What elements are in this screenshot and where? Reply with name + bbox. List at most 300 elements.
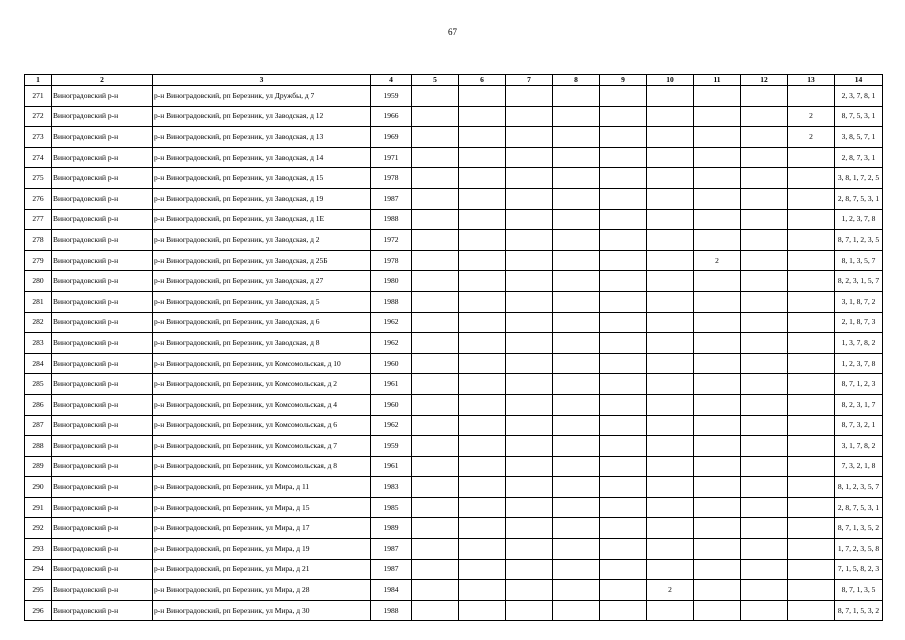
row-number-cell: 276: [25, 188, 52, 209]
year-cell: 1971: [371, 147, 412, 168]
col9-cell: [600, 86, 647, 107]
col8-cell: [553, 477, 600, 498]
col6-cell: [459, 436, 506, 457]
row-number-cell: 288: [25, 436, 52, 457]
col5-cell: [412, 436, 459, 457]
col7-cell: [506, 168, 553, 189]
district-cell: Виноградовский р-н: [52, 559, 153, 580]
row-number-cell: 275: [25, 168, 52, 189]
year-cell: 1978: [371, 250, 412, 271]
col13-cell: [788, 291, 835, 312]
col5-cell: [412, 456, 459, 477]
address-cell: р-н Виноградовский, рп Березник, ул Мира, д 15: [153, 497, 371, 518]
col6-cell: [459, 106, 506, 127]
district-cell: Виноградовский р-н: [52, 600, 153, 621]
col14-cell: 3, 1, 8, 7, 2: [835, 291, 883, 312]
col6-cell: [459, 539, 506, 560]
col7-cell: [506, 518, 553, 539]
col10-cell: [647, 436, 694, 457]
column-header-10: 10: [647, 75, 694, 86]
col12-cell: [741, 127, 788, 148]
col11-cell: [694, 333, 741, 354]
col11-cell: [694, 230, 741, 251]
col5-cell: [412, 374, 459, 395]
col8-cell: [553, 456, 600, 477]
col10-cell: [647, 539, 694, 560]
col5-cell: [412, 394, 459, 415]
col9-cell: [600, 600, 647, 621]
address-cell: р-н Виноградовский, рп Березник, ул Заводская, д 25Б: [153, 250, 371, 271]
col7-cell: [506, 353, 553, 374]
district-cell: Виноградовский р-н: [52, 271, 153, 292]
address-cell: р-н Виноградовский, рп Березник, ул Заводская, д 6: [153, 312, 371, 333]
year-cell: 1960: [371, 394, 412, 415]
row-number-cell: 285: [25, 374, 52, 395]
row-number-cell: 280: [25, 271, 52, 292]
col12-cell: [741, 250, 788, 271]
col5-cell: [412, 291, 459, 312]
row-number-cell: 273: [25, 127, 52, 148]
col10-cell: [647, 415, 694, 436]
col10-cell: [647, 497, 694, 518]
table-row: [25, 147, 883, 168]
district-cell: Виноградовский р-н: [52, 291, 153, 312]
col8-cell: [553, 271, 600, 292]
row-number-cell: 290: [25, 477, 52, 498]
col14-cell: 1, 2, 3, 7, 8: [835, 209, 883, 230]
year-cell: 1969: [371, 127, 412, 148]
col6-cell: [459, 415, 506, 436]
district-cell: Виноградовский р-н: [52, 518, 153, 539]
table-row: [25, 394, 883, 415]
col5-cell: [412, 86, 459, 107]
table-row: [25, 436, 883, 457]
column-header-14: 14: [835, 75, 883, 86]
col8-cell: [553, 209, 600, 230]
column-header-11: 11: [694, 75, 741, 86]
col11-cell: [694, 86, 741, 107]
col14-cell: 2, 8, 7, 5, 3, 1: [835, 188, 883, 209]
col9-cell: [600, 127, 647, 148]
address-cell: р-н Виноградовский, рп Березник, ул Заводская, д 27: [153, 271, 371, 292]
col9-cell: [600, 436, 647, 457]
col5-cell: [412, 477, 459, 498]
row-number-cell: 279: [25, 250, 52, 271]
address-cell: р-н Виноградовский, рп Березник, ул Заводская, д 8: [153, 333, 371, 354]
col7-cell: [506, 106, 553, 127]
address-cell: р-н Виноградовский, рп Березник, ул Заводская, д 2: [153, 230, 371, 251]
row-number-cell: 278: [25, 230, 52, 251]
col14-cell: 1, 7, 2, 3, 5, 8: [835, 539, 883, 560]
col6-cell: [459, 600, 506, 621]
col9-cell: [600, 230, 647, 251]
table-row: [25, 86, 883, 107]
col6-cell: [459, 518, 506, 539]
col5-cell: [412, 147, 459, 168]
col8-cell: [553, 147, 600, 168]
address-cell: р-н Виноградовский, рп Березник, ул Заводская, д 12: [153, 106, 371, 127]
year-cell: 1959: [371, 86, 412, 107]
year-cell: 1989: [371, 518, 412, 539]
col10-cell: [647, 188, 694, 209]
col10-cell: [647, 559, 694, 580]
row-number-cell: 283: [25, 333, 52, 354]
col11-cell: [694, 353, 741, 374]
col8-cell: [553, 374, 600, 395]
col6-cell: [459, 374, 506, 395]
col7-cell: [506, 436, 553, 457]
col6-cell: [459, 168, 506, 189]
col14-cell: 8, 7, 1, 5, 3, 2: [835, 600, 883, 621]
col14-cell: 3, 8, 1, 7, 2, 5: [835, 168, 883, 189]
col9-cell: [600, 518, 647, 539]
row-number-cell: 291: [25, 497, 52, 518]
address-cell: р-н Виноградовский, рп Березник, ул Заводская, д 13: [153, 127, 371, 148]
col14-cell: 1, 2, 3, 7, 8: [835, 353, 883, 374]
col13-cell: [788, 477, 835, 498]
address-cell: р-н Виноградовский, рп Березник, ул Заводская, д 1Е: [153, 209, 371, 230]
col7-cell: [506, 374, 553, 395]
row-number-cell: 281: [25, 291, 52, 312]
district-cell: Виноградовский р-н: [52, 497, 153, 518]
col13-cell: [788, 168, 835, 189]
col13-cell: [788, 580, 835, 601]
col12-cell: [741, 168, 788, 189]
col11-cell: [694, 147, 741, 168]
col14-cell: 2, 3, 7, 8, 1: [835, 86, 883, 107]
col8-cell: [553, 394, 600, 415]
col7-cell: [506, 250, 553, 271]
col14-cell: 8, 2, 3, 1, 7: [835, 394, 883, 415]
col13-cell: [788, 559, 835, 580]
col11-cell: [694, 456, 741, 477]
col14-cell: 2, 1, 8, 7, 3: [835, 312, 883, 333]
col10-cell: [647, 291, 694, 312]
district-cell: Виноградовский р-н: [52, 456, 153, 477]
col12-cell: [741, 456, 788, 477]
col5-cell: [412, 539, 459, 560]
col6-cell: [459, 353, 506, 374]
col12-cell: [741, 600, 788, 621]
col14-cell: 7, 1, 5, 8, 2, 3: [835, 559, 883, 580]
col9-cell: [600, 394, 647, 415]
col5-cell: [412, 209, 459, 230]
col5-cell: [412, 127, 459, 148]
col13-cell: [788, 86, 835, 107]
col9-cell: [600, 415, 647, 436]
col7-cell: [506, 559, 553, 580]
col9-cell: [600, 477, 647, 498]
col14-cell: 3, 1, 7, 8, 2: [835, 436, 883, 457]
col8-cell: [553, 559, 600, 580]
col14-cell: 8, 7, 1, 2, 3: [835, 374, 883, 395]
col13-cell: [788, 456, 835, 477]
address-cell: р-н Виноградовский, рп Березник, ул Комсомольская, д 4: [153, 394, 371, 415]
column-header-1: 1: [25, 75, 52, 86]
col11-cell: [694, 539, 741, 560]
col13-cell: [788, 415, 835, 436]
col12-cell: [741, 147, 788, 168]
col9-cell: [600, 106, 647, 127]
table-row: [25, 271, 883, 292]
column-header-5: 5: [412, 75, 459, 86]
row-number-cell: 282: [25, 312, 52, 333]
address-cell: р-н Виноградовский, рп Березник, ул Заводская, д 14: [153, 147, 371, 168]
district-cell: Виноградовский р-н: [52, 188, 153, 209]
col6-cell: [459, 394, 506, 415]
year-cell: 1961: [371, 374, 412, 395]
col8-cell: [553, 497, 600, 518]
column-header-2: 2: [52, 75, 153, 86]
row-number-cell: 293: [25, 539, 52, 560]
col9-cell: [600, 271, 647, 292]
year-cell: 1962: [371, 312, 412, 333]
col8-cell: [553, 106, 600, 127]
col12-cell: [741, 539, 788, 560]
address-cell: р-н Виноградовский, рп Березник, ул Мира, д 11: [153, 477, 371, 498]
row-number-cell: 287: [25, 415, 52, 436]
table-row: [25, 312, 883, 333]
address-cell: р-н Виноградовский, рп Березник, ул Заводская, д 15: [153, 168, 371, 189]
row-number-cell: 286: [25, 394, 52, 415]
col10-cell: [647, 456, 694, 477]
district-cell: Виноградовский р-н: [52, 127, 153, 148]
row-number-cell: 292: [25, 518, 52, 539]
table-row: [25, 353, 883, 374]
table-row: [25, 600, 883, 621]
year-cell: 1972: [371, 230, 412, 251]
col7-cell: [506, 127, 553, 148]
col12-cell: [741, 209, 788, 230]
col8-cell: [553, 436, 600, 457]
table-row: [25, 230, 883, 251]
col9-cell: [600, 312, 647, 333]
col6-cell: [459, 250, 506, 271]
column-header-8: 8: [553, 75, 600, 86]
col8-cell: [553, 291, 600, 312]
col13-cell: 2: [788, 106, 835, 127]
address-cell: р-н Виноградовский, рп Березник, ул Мира, д 17: [153, 518, 371, 539]
col10-cell: [647, 600, 694, 621]
row-number-cell: 272: [25, 106, 52, 127]
col9-cell: [600, 456, 647, 477]
col13-cell: [788, 539, 835, 560]
col8-cell: [553, 127, 600, 148]
col14-cell: 8, 7, 1, 3, 5, 2: [835, 518, 883, 539]
table-row: [25, 415, 883, 436]
col12-cell: [741, 333, 788, 354]
col7-cell: [506, 188, 553, 209]
district-cell: Виноградовский р-н: [52, 230, 153, 251]
column-header-6: 6: [459, 75, 506, 86]
col11-cell: [694, 559, 741, 580]
col13-cell: [788, 230, 835, 251]
col11-cell: [694, 312, 741, 333]
col13-cell: [788, 188, 835, 209]
col8-cell: [553, 415, 600, 436]
col14-cell: 8, 7, 1, 2, 3, 5: [835, 230, 883, 251]
column-header-13: 13: [788, 75, 835, 86]
col13-cell: [788, 394, 835, 415]
col6-cell: [459, 456, 506, 477]
col13-cell: [788, 436, 835, 457]
year-cell: 1987: [371, 539, 412, 560]
col8-cell: [553, 333, 600, 354]
col10-cell: [647, 518, 694, 539]
col11-cell: [694, 168, 741, 189]
col10-cell: [647, 168, 694, 189]
col8-cell: [553, 230, 600, 251]
col8-cell: [553, 353, 600, 374]
col13-cell: [788, 518, 835, 539]
col12-cell: [741, 353, 788, 374]
col5-cell: [412, 312, 459, 333]
row-number-cell: 271: [25, 86, 52, 107]
address-cell: р-н Виноградовский, рп Березник, ул Мира, д 19: [153, 539, 371, 560]
year-cell: 1962: [371, 415, 412, 436]
col5-cell: [412, 333, 459, 354]
col11-cell: [694, 374, 741, 395]
col12-cell: [741, 394, 788, 415]
col11-cell: [694, 291, 741, 312]
col9-cell: [600, 209, 647, 230]
col11-cell: 2: [694, 250, 741, 271]
page-number: 67: [448, 27, 457, 37]
district-cell: Виноградовский р-н: [52, 436, 153, 457]
col11-cell: [694, 127, 741, 148]
col9-cell: [600, 188, 647, 209]
col12-cell: [741, 271, 788, 292]
col11-cell: [694, 394, 741, 415]
column-header-9: 9: [600, 75, 647, 86]
col14-cell: 2, 8, 7, 3, 1: [835, 147, 883, 168]
col7-cell: [506, 580, 553, 601]
col7-cell: [506, 209, 553, 230]
district-cell: Виноградовский р-н: [52, 415, 153, 436]
col12-cell: [741, 374, 788, 395]
col10-cell: [647, 230, 694, 251]
table-row: [25, 456, 883, 477]
row-number-cell: 296: [25, 600, 52, 621]
column-header-3: 3: [153, 75, 371, 86]
col9-cell: [600, 291, 647, 312]
col12-cell: [741, 436, 788, 457]
year-cell: 1985: [371, 497, 412, 518]
col7-cell: [506, 86, 553, 107]
col6-cell: [459, 333, 506, 354]
district-cell: Виноградовский р-н: [52, 580, 153, 601]
col5-cell: [412, 168, 459, 189]
col10-cell: [647, 477, 694, 498]
col5-cell: [412, 600, 459, 621]
district-cell: Виноградовский р-н: [52, 147, 153, 168]
col13-cell: [788, 600, 835, 621]
col14-cell: 8, 1, 3, 5, 7: [835, 250, 883, 271]
col6-cell: [459, 559, 506, 580]
col10-cell: [647, 353, 694, 374]
table-row: [25, 168, 883, 189]
col14-cell: 8, 7, 3, 2, 1: [835, 415, 883, 436]
col5-cell: [412, 230, 459, 251]
col7-cell: [506, 230, 553, 251]
col5-cell: [412, 188, 459, 209]
col11-cell: [694, 580, 741, 601]
col6-cell: [459, 271, 506, 292]
col8-cell: [553, 188, 600, 209]
col11-cell: [694, 477, 741, 498]
col7-cell: [506, 394, 553, 415]
col6-cell: [459, 497, 506, 518]
header-row: [25, 75, 883, 86]
col10-cell: [647, 312, 694, 333]
district-cell: Виноградовский р-н: [52, 106, 153, 127]
year-cell: 1987: [371, 559, 412, 580]
col13-cell: [788, 333, 835, 354]
col6-cell: [459, 209, 506, 230]
col12-cell: [741, 415, 788, 436]
col13-cell: 2: [788, 127, 835, 148]
col6-cell: [459, 291, 506, 312]
col10-cell: [647, 333, 694, 354]
column-header-4: 4: [371, 75, 412, 86]
col8-cell: [553, 518, 600, 539]
col11-cell: [694, 497, 741, 518]
col10-cell: [647, 374, 694, 395]
col7-cell: [506, 271, 553, 292]
col9-cell: [600, 580, 647, 601]
year-cell: 1961: [371, 456, 412, 477]
col14-cell: 2, 8, 7, 5, 3, 1: [835, 497, 883, 518]
col12-cell: [741, 559, 788, 580]
col14-cell: 8, 2, 3, 1, 5, 7: [835, 271, 883, 292]
col13-cell: [788, 250, 835, 271]
col7-cell: [506, 600, 553, 621]
col11-cell: [694, 271, 741, 292]
col6-cell: [459, 312, 506, 333]
col9-cell: [600, 559, 647, 580]
col12-cell: [741, 312, 788, 333]
table-row: [25, 209, 883, 230]
row-number-cell: 295: [25, 580, 52, 601]
year-cell: 1962: [371, 333, 412, 354]
col10-cell: [647, 394, 694, 415]
col12-cell: [741, 291, 788, 312]
year-cell: 1960: [371, 353, 412, 374]
year-cell: 1988: [371, 291, 412, 312]
col7-cell: [506, 333, 553, 354]
address-cell: р-н Виноградовский, рп Березник, ул Комсомольская, д 10: [153, 353, 371, 374]
col11-cell: [694, 600, 741, 621]
col8-cell: [553, 312, 600, 333]
address-cell: р-н Виноградовский, рп Березник, ул Заводская, д 5: [153, 291, 371, 312]
col5-cell: [412, 415, 459, 436]
table-row: [25, 333, 883, 354]
year-cell: 1988: [371, 600, 412, 621]
table-row: [25, 374, 883, 395]
district-cell: Виноградовский р-н: [52, 168, 153, 189]
row-number-cell: 277: [25, 209, 52, 230]
year-cell: 1984: [371, 580, 412, 601]
col10-cell: [647, 250, 694, 271]
col5-cell: [412, 250, 459, 271]
col7-cell: [506, 147, 553, 168]
row-number-cell: 274: [25, 147, 52, 168]
address-cell: р-н Виноградовский, рп Березник, ул Заводская, д 19: [153, 188, 371, 209]
col7-cell: [506, 312, 553, 333]
col14-cell: 3, 8, 5, 7, 1: [835, 127, 883, 148]
district-cell: Виноградовский р-н: [52, 209, 153, 230]
col8-cell: [553, 539, 600, 560]
